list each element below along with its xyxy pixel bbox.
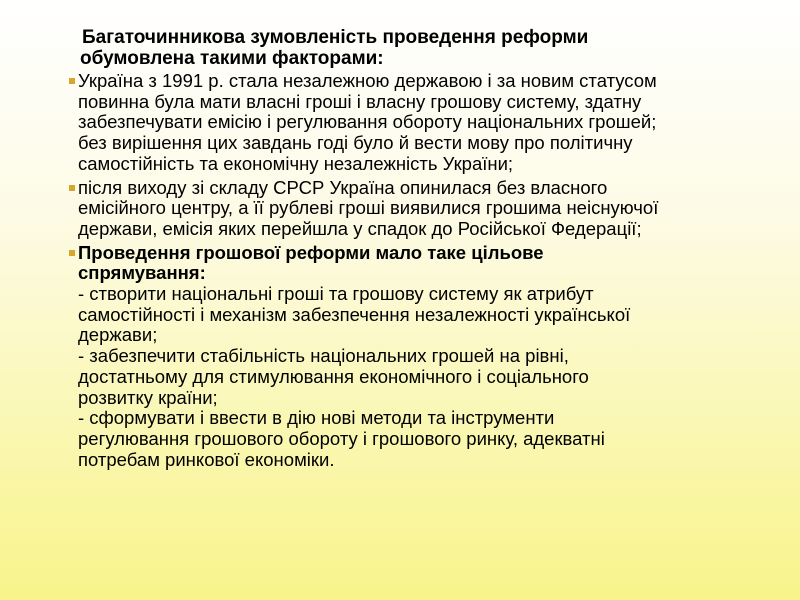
bullet-item: [78, 243, 758, 471]
bullet-lead: Проведення грошової реформи мало таке цільове спрямування:: [78, 241, 544, 284]
heading-line-2: обумовлена такими факторами:: [80, 48, 384, 69]
square-bullet-icon: [69, 185, 75, 191]
slide-content: [78, 27, 758, 470]
bullet-text: Україна з 1991 р. стала незалежною державою і за новим статусом повинна була мати власні гроші і власну грошову систему, здатну забезпечувати емісію і регулювання обороту національних грошей; без вирішення цих завдань годі було й вести мову про політичну самостійність та економічну незалежність України;: [78, 70, 657, 174]
heading-line-1: Багаточинникова зумовленість проведення реформи: [82, 27, 589, 48]
square-bullet-icon: [69, 250, 75, 256]
slide-heading: [78, 27, 758, 69]
bullet-text: - створити національні гроші та грошову систему як атрибут самостійності і механізм забезпечення незалежності української держави; - забезпечити стабільність національних грошей на рівні, достатньому для стимулювання економічного і соціального розвитку країни; - сформувати і ввести в дію нові методи та інструменти регулювання грошового обороту і грошового ринку, адекватні потребам ринкової економіки.: [78, 283, 631, 470]
bullet-text: після виходу зі складу СРСР Україна опинилася без власного емісійного центру, а її рублеві гроші виявилися грошима неіснуючої держави, емісія яких перейшла у спадок до Російської Федерації;: [78, 176, 659, 239]
square-bullet-icon: [69, 78, 75, 84]
bullet-item: [78, 71, 758, 175]
bullet-item: [78, 178, 758, 240]
